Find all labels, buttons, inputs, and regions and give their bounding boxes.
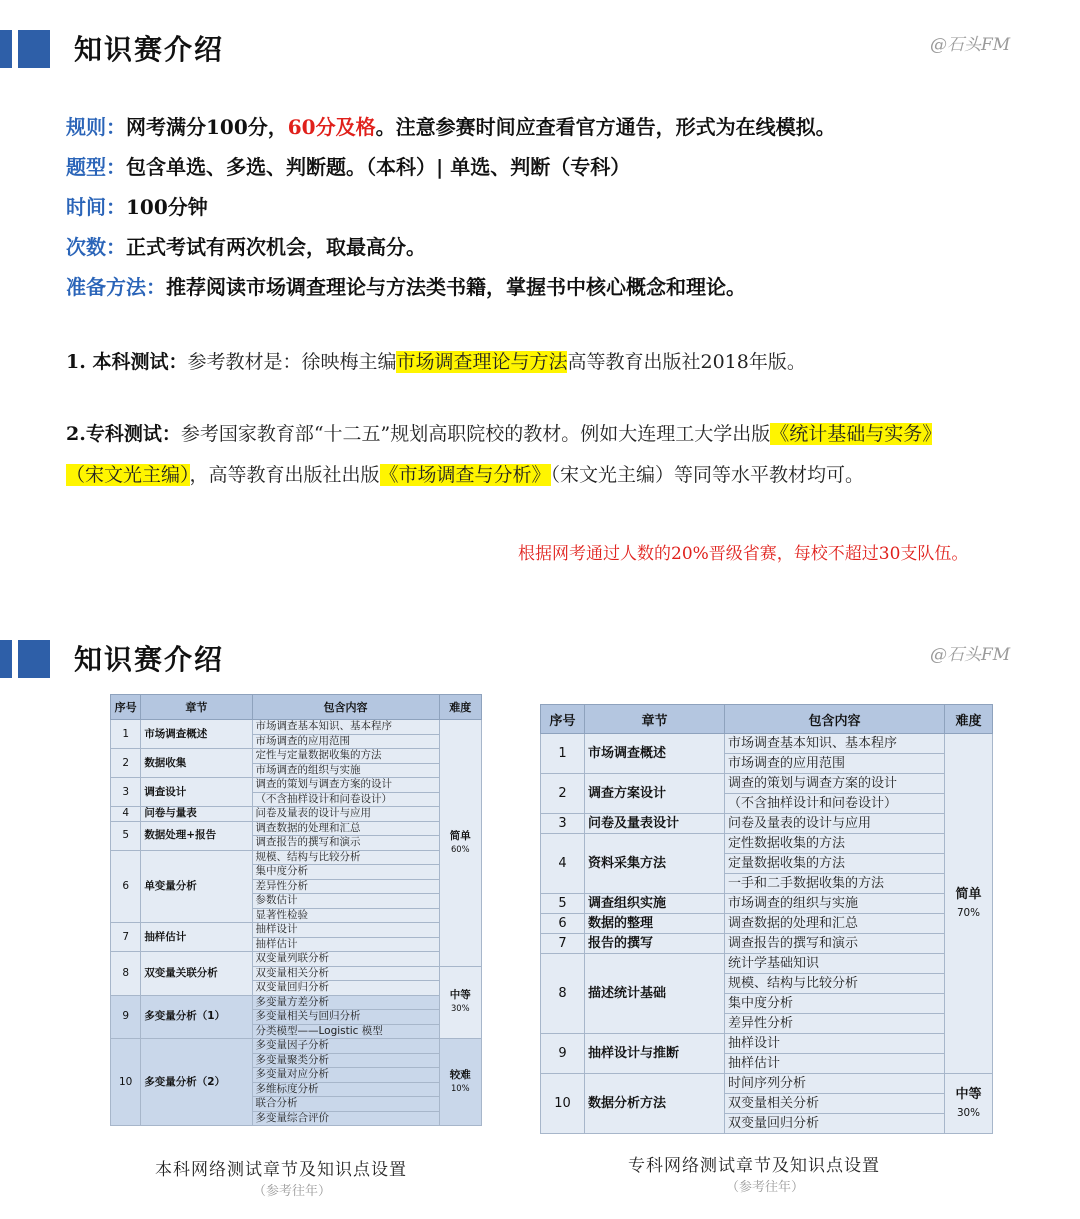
college-test-paragraph xyxy=(66,414,936,496)
column-header: 包含内容 xyxy=(252,695,439,720)
watermark: @石头FM xyxy=(930,35,1011,55)
difficulty-level: 简单 xyxy=(449,829,471,842)
rule-text: 正式考试有两次机会，取最高分。 xyxy=(126,235,426,259)
content-item: 双变量回归分析 xyxy=(725,1114,945,1134)
row-number: 1 xyxy=(111,720,141,749)
difficulty-cell xyxy=(945,1074,993,1134)
row-number: 7 xyxy=(111,923,141,952)
chapter-name: 多变量分析（2） xyxy=(141,1039,252,1126)
table-row xyxy=(541,734,993,754)
chapter-name: 市场调查概述 xyxy=(141,720,252,749)
row-number: 3 xyxy=(541,814,585,834)
rule-preparation xyxy=(66,270,1026,310)
chapter-name: 问卷与量表 xyxy=(141,807,252,822)
rule-text: 100分钟 xyxy=(126,195,208,219)
rule-key: 题型： xyxy=(66,155,126,179)
content-item: 规模、结构与比较分析 xyxy=(725,974,945,994)
row-number: 3 xyxy=(111,778,141,807)
chapter-name: 数据分析方法 xyxy=(585,1074,725,1134)
difficulty-percent: 60% xyxy=(450,843,470,854)
row-number: 4 xyxy=(541,834,585,894)
content-item: 多变量方差分析 xyxy=(252,995,439,1010)
rule-question-type xyxy=(66,150,1026,190)
row-number: 8 xyxy=(541,954,585,1034)
pass-score: 60分及格 xyxy=(287,115,376,139)
content-item: 问卷及量表的设计与应用 xyxy=(725,814,945,834)
content-item: 市场调查的组织与实施 xyxy=(252,763,439,778)
chapter-name: 单变量分析 xyxy=(141,850,252,923)
chapter-name: 抽样设计与推断 xyxy=(585,1034,725,1074)
table-row xyxy=(541,1074,993,1094)
content-item: 显著性检验 xyxy=(252,908,439,923)
section-title: 知识赛介绍 xyxy=(74,33,225,66)
table-row xyxy=(541,934,993,954)
row-number: 8 xyxy=(111,952,141,996)
chapter-name: 调查设计 xyxy=(141,778,252,807)
row-number: 9 xyxy=(111,995,141,1039)
difficulty-cell xyxy=(439,720,481,967)
rule-key: 准备方法： xyxy=(66,275,166,299)
content-item: 调查的策划与调查方案的设计 xyxy=(252,778,439,793)
table-row xyxy=(541,774,993,794)
content-item: 多变量对应分析 xyxy=(252,1068,439,1083)
chapter-name: 多变量分析（1） xyxy=(141,995,252,1039)
watermark: @石头FM xyxy=(930,645,1011,665)
chapter-name: 描述统计基础 xyxy=(585,954,725,1034)
content-item: 调查数据的处理和汇总 xyxy=(725,914,945,934)
undergrad-text: 高等教育出版社2018年版。 xyxy=(567,351,806,373)
undergrad-table-caption-note: （参考往年） xyxy=(253,1184,332,1199)
difficulty-level: 中等 xyxy=(955,1086,982,1102)
content-item: 双变量列联分析 xyxy=(252,952,439,967)
column-header: 难度 xyxy=(439,695,481,720)
difficulty-percent: 10% xyxy=(450,1083,470,1093)
row-number: 5 xyxy=(111,821,141,850)
rule-text: 包含单选、多选、判断题。（本科）| 单选、判断（专科） xyxy=(126,155,631,179)
row-number: 6 xyxy=(111,850,141,923)
content-item: 抽样估计 xyxy=(725,1054,945,1074)
undergrad-text: 参考教材是：徐映梅主编 xyxy=(187,351,397,373)
content-item: 调查数据的处理和汇总 xyxy=(252,821,439,836)
content-item: 多变量相关与回归分析 xyxy=(252,1010,439,1025)
section-title: 知识赛介绍 xyxy=(74,643,225,676)
content-item: 集中度分析 xyxy=(252,865,439,880)
difficulty-percent: 30% xyxy=(450,1003,470,1014)
column-header: 章节 xyxy=(585,705,725,734)
content-item: 多变量综合评价 xyxy=(252,1111,439,1126)
section-header-1 xyxy=(0,26,1080,76)
content-item: 定性与定量数据收集的方法 xyxy=(252,749,439,764)
content-item: 抽样设计 xyxy=(725,1034,945,1054)
difficulty-percent: 70% xyxy=(956,906,981,919)
row-number: 1 xyxy=(541,734,585,774)
column-header: 序号 xyxy=(111,695,141,720)
college-table-caption-note: （参考往年） xyxy=(726,1180,805,1195)
header-accent-block xyxy=(18,640,50,678)
content-item: 集中度分析 xyxy=(725,994,945,1014)
row-number: 10 xyxy=(111,1039,141,1126)
row-number: 4 xyxy=(111,807,141,822)
content-item: 市场调查的组织与实施 xyxy=(725,894,945,914)
undergrad-test-paragraph xyxy=(66,342,966,383)
section-header-2 xyxy=(0,636,1080,686)
content-item: 一手和二手数据收集的方法 xyxy=(725,874,945,894)
table-row xyxy=(111,720,482,735)
table-row xyxy=(541,834,993,854)
rule-text: 推荐阅读市场调查理论与方法类书籍，掌握书中核心概念和理论。 xyxy=(166,275,746,299)
rules-list xyxy=(66,110,1026,310)
table-row xyxy=(541,954,993,974)
rule-text: 。注意参赛时间应查看官方通告，形式为在线模拟。 xyxy=(375,115,836,139)
advancement-note: 根据网考通过人数的20%晋级省赛，每校不超过30支队伍。 xyxy=(518,544,969,564)
header-accent-block xyxy=(18,30,50,68)
content-item: 问卷及量表的设计与应用 xyxy=(252,807,439,822)
row-number: 6 xyxy=(541,914,585,934)
content-item: 规模、结构与比较分析 xyxy=(252,850,439,865)
rule-key: 时间： xyxy=(66,195,126,219)
rule-key: 规则： xyxy=(66,115,126,139)
chapter-name: 调查方案设计 xyxy=(585,774,725,814)
chapter-name: 问卷及量表设计 xyxy=(585,814,725,834)
content-item: 定量数据收集的方法 xyxy=(725,854,945,874)
difficulty-level: 中等 xyxy=(449,989,471,1002)
content-item: 多变量聚类分析 xyxy=(252,1053,439,1068)
college-label: 2.专科测试： xyxy=(66,423,181,445)
difficulty-percent: 30% xyxy=(956,1106,981,1119)
content-item: 差异性分析 xyxy=(725,1014,945,1034)
table-header-row xyxy=(541,705,993,734)
highlighted-book-title: 《市场调查与分析》 xyxy=(379,464,551,486)
content-item: 双变量相关分析 xyxy=(725,1094,945,1114)
row-number: 7 xyxy=(541,934,585,954)
difficulty-level: 较难 xyxy=(449,1069,471,1081)
table-row xyxy=(111,1039,482,1054)
chapter-name: 调查组织实施 xyxy=(585,894,725,914)
college-syllabus-table xyxy=(540,704,993,1134)
table-row xyxy=(111,749,482,764)
difficulty-cell xyxy=(439,1039,481,1126)
content-item: 调查报告的撰写和演示 xyxy=(725,934,945,954)
content-item: 多维标度分析 xyxy=(252,1082,439,1097)
content-item: 差异性分析 xyxy=(252,879,439,894)
header-accent-bar xyxy=(0,30,12,68)
chapter-name: 数据处理+报告 xyxy=(141,821,252,850)
table-row xyxy=(111,952,482,967)
highlighted-book-title: 市场调查理论与方法 xyxy=(396,351,568,373)
chapter-name: 市场调查概述 xyxy=(585,734,725,774)
content-item: 市场调查的应用范围 xyxy=(725,754,945,774)
rule-attempts xyxy=(66,230,1026,270)
undergrad-syllabus-table xyxy=(110,694,482,1126)
chapter-name: 数据的整理 xyxy=(585,914,725,934)
content-item: 抽样估计 xyxy=(252,937,439,952)
content-item: 双变量相关分析 xyxy=(252,966,439,981)
column-header: 包含内容 xyxy=(725,705,945,734)
row-number: 2 xyxy=(111,749,141,778)
difficulty-cell xyxy=(439,966,481,1039)
table-row xyxy=(111,821,482,836)
content-item: 定性数据收集的方法 xyxy=(725,834,945,854)
content-item: 参数估计 xyxy=(252,894,439,909)
rule-key: 次数： xyxy=(66,235,126,259)
row-number: 5 xyxy=(541,894,585,914)
rule-text: 网考满分100分， xyxy=(126,115,288,139)
difficulty-level: 简单 xyxy=(955,886,982,902)
content-item: 市场调查的应用范围 xyxy=(252,734,439,749)
table-row xyxy=(111,778,482,793)
chapter-name: 资料采集方法 xyxy=(585,834,725,894)
table-row xyxy=(111,995,482,1010)
college-text: 参考国家教育部“十二五”规划高职院校的教材。例如大连理工大学出版 xyxy=(180,423,771,445)
content-item: （不含抽样设计和问卷设计） xyxy=(252,792,439,807)
column-header: 难度 xyxy=(945,705,993,734)
row-number: 2 xyxy=(541,774,585,814)
table-row xyxy=(541,914,993,934)
content-item: 调查的策划与调查方案的设计 xyxy=(725,774,945,794)
content-item: 多变量因子分析 xyxy=(252,1039,439,1054)
chapter-name: 报告的撰写 xyxy=(585,934,725,954)
column-header: 章节 xyxy=(141,695,252,720)
content-item: 分类模型——Logistic 模型 xyxy=(252,1024,439,1039)
table-row xyxy=(541,894,993,914)
table-row xyxy=(111,923,482,938)
highlighted-book-title: 《统计基础与实务》（宋文光主编） xyxy=(66,423,932,486)
content-item: 市场调查基本知识、基本程序 xyxy=(725,734,945,754)
row-number: 9 xyxy=(541,1034,585,1074)
table-header-row xyxy=(111,695,482,720)
chapter-name: 双变量关联分析 xyxy=(141,952,252,996)
content-item: 双变量回归分析 xyxy=(252,981,439,996)
content-item: 市场调查基本知识、基本程序 xyxy=(252,720,439,735)
row-number: 10 xyxy=(541,1074,585,1134)
college-text: ，高等教育出版社出版 xyxy=(189,464,380,486)
content-item: （不含抽样设计和问卷设计） xyxy=(725,794,945,814)
header-accent-bar xyxy=(0,640,12,678)
difficulty-cell xyxy=(945,734,993,1074)
chapter-name: 抽样估计 xyxy=(141,923,252,952)
content-item: 抽样设计 xyxy=(252,923,439,938)
table-row xyxy=(111,807,482,822)
column-header: 序号 xyxy=(541,705,585,734)
chapter-name: 数据收集 xyxy=(141,749,252,778)
college-text: （宋文光主编）等同等水平教材均可。 xyxy=(550,464,865,486)
rule-score xyxy=(66,110,1026,150)
rule-time xyxy=(66,190,1026,230)
college-table-caption: 专科网络测试章节及知识点设置 xyxy=(628,1156,880,1176)
content-item: 时间序列分析 xyxy=(725,1074,945,1094)
table-row xyxy=(111,850,482,865)
content-item: 联合分析 xyxy=(252,1097,439,1112)
undergrad-label: 1. 本科测试： xyxy=(66,351,188,373)
content-item: 调查报告的撰写和演示 xyxy=(252,836,439,851)
undergrad-table-caption: 本科网络测试章节及知识点设置 xyxy=(155,1160,407,1180)
content-item: 统计学基础知识 xyxy=(725,954,945,974)
table-row xyxy=(541,1034,993,1054)
table-row xyxy=(541,814,993,834)
